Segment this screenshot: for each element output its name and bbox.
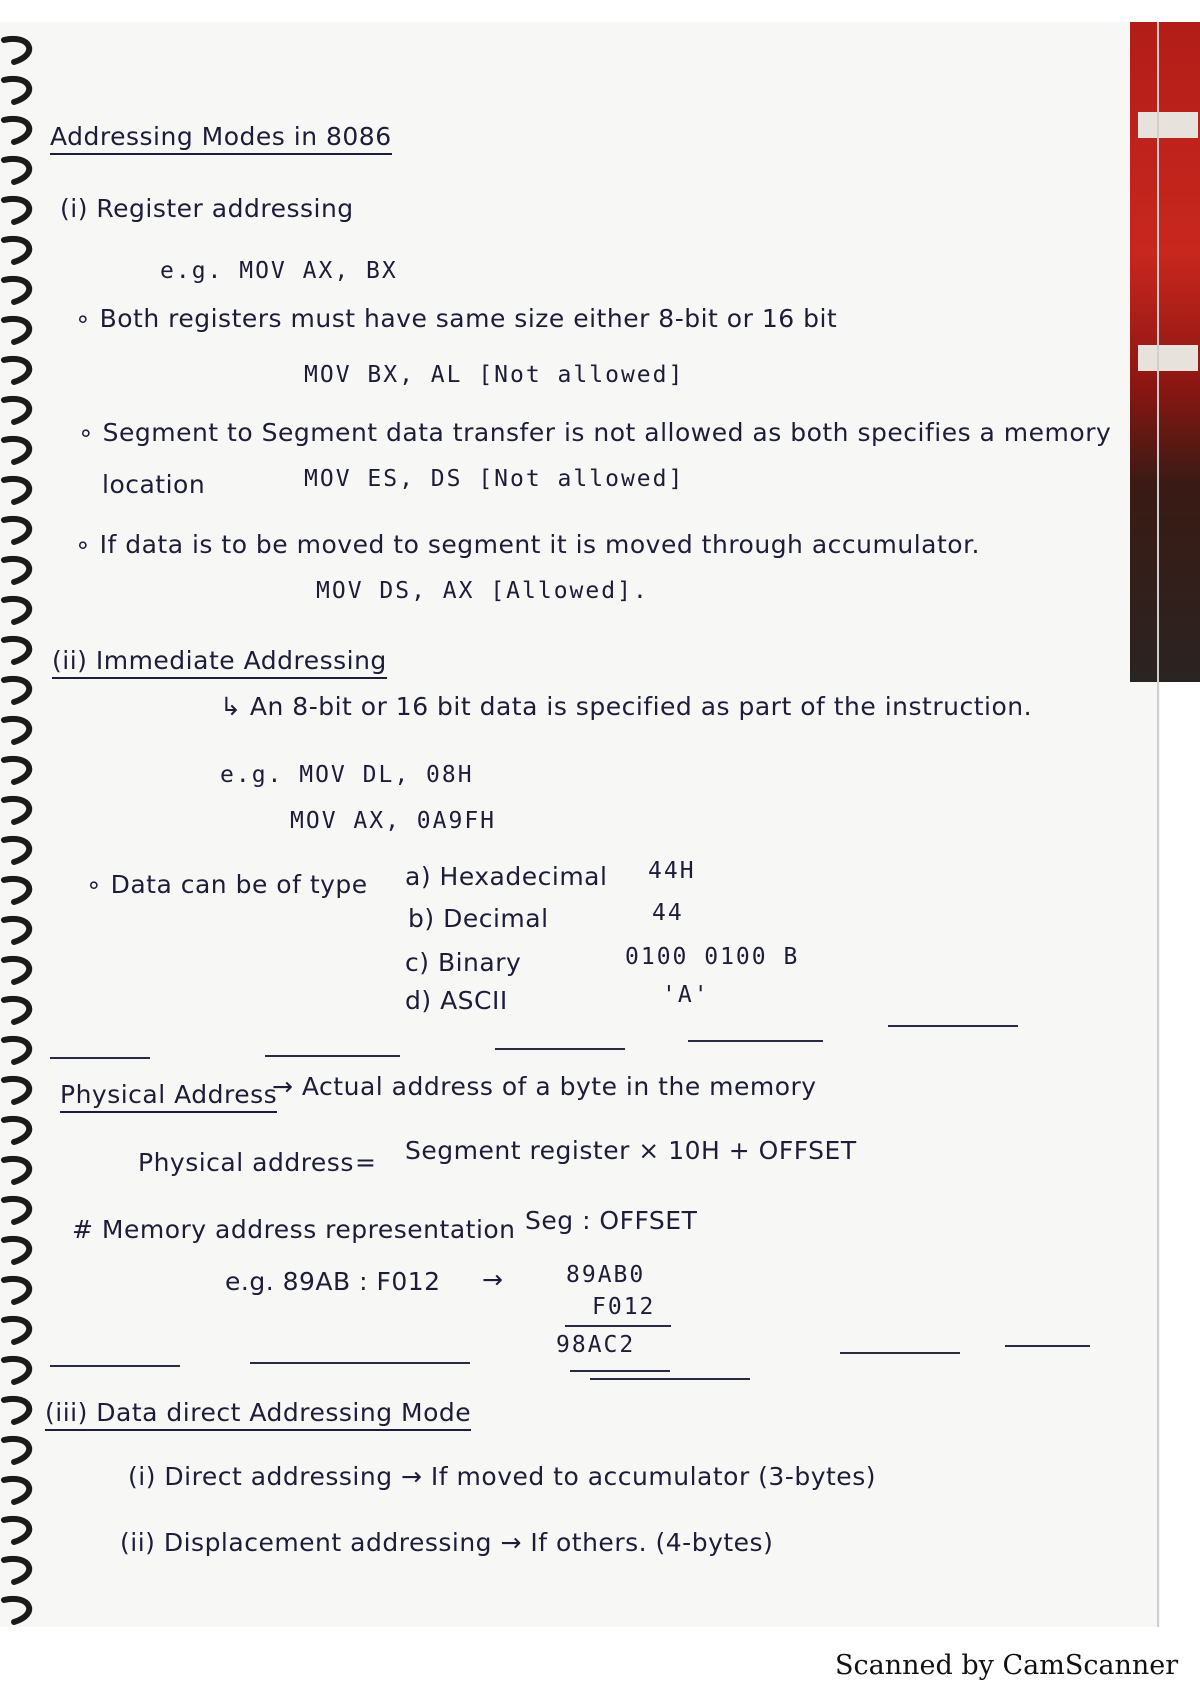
section-divider	[50, 1057, 150, 1059]
section-heading-text: (ii) Immediate Addressing	[52, 646, 387, 679]
physical-address-term-text: Physical Address	[60, 1080, 277, 1113]
calc-physical-result: 98AC2	[556, 1332, 636, 1358]
address-example: e.g. 89AB : F012	[225, 1267, 441, 1296]
data-type-value: 44H	[648, 858, 696, 884]
data-type-name: c) Binary	[405, 948, 522, 977]
spiral-coil	[4, 439, 29, 462]
calc-shifted-segment: 89AB0	[566, 1262, 646, 1288]
spiral-coil	[4, 1399, 29, 1422]
spiral-coil	[4, 719, 29, 742]
displacement-addressing-item: (ii) Displacement addressing → If others. (4-bytes)	[120, 1528, 774, 1557]
direct-addressing-item: (i) Direct addressing → If moved to accumulator (3-bytes)	[128, 1462, 876, 1491]
spiral-coil	[4, 759, 29, 782]
bullet-segment-transfer-cont: location	[102, 470, 206, 499]
page-margin-line	[1157, 22, 1159, 1627]
physical-address-term	[60, 1080, 277, 1109]
spiral-coil	[4, 479, 29, 502]
spiral-coil	[4, 839, 29, 862]
spiral-coil	[4, 159, 29, 182]
section-divider	[250, 1362, 470, 1364]
spiral-coil	[4, 279, 29, 302]
immediate-example-1: e.g. MOV DL, 08H	[220, 762, 474, 788]
memory-representation-label: # Memory address representation	[72, 1215, 516, 1244]
bullet-segment-transfer: ∘ Segment to Segment data transfer is not allowed as both specifies a memory	[78, 418, 1112, 447]
section-immediate-addressing-heading	[52, 646, 387, 675]
spiral-coil	[4, 919, 29, 942]
code-allowed: MOV DS, AX [Allowed].	[316, 578, 649, 604]
data-types-label: ∘ Data can be of type	[86, 870, 368, 899]
spiral-coil	[4, 1039, 29, 1062]
data-type-value: 0100 0100 B	[625, 944, 800, 970]
section-register-addressing-heading	[60, 194, 354, 223]
spiral-coil	[4, 1599, 29, 1622]
memory-representation-format: Seg : OFFSET	[525, 1206, 698, 1235]
spiral-coil	[4, 799, 29, 822]
spiral-coil	[4, 999, 29, 1022]
page-title	[50, 122, 392, 151]
immediate-description: ↳ An 8-bit or 16 bit data is specified as part of the instruction.	[220, 692, 1033, 721]
section-divider	[50, 1365, 180, 1367]
scanner-watermark: Scanned by CamScanner	[835, 1650, 1179, 1681]
spiral-coil	[4, 959, 29, 982]
spiral-coil	[4, 1519, 29, 1542]
spiral-binding	[0, 30, 50, 1630]
spiral-coil	[4, 39, 29, 62]
fabric-pattern-band	[1138, 345, 1198, 371]
spiral-coil	[4, 239, 29, 262]
section-divider	[1005, 1345, 1090, 1347]
physical-address-definition: → Actual address of a byte in the memory	[272, 1072, 817, 1101]
bullet-same-size: ∘ Both registers must have same size either 8-bit or 16 bit	[75, 304, 838, 333]
example-arrow: →	[482, 1265, 504, 1294]
spiral-coil	[4, 679, 29, 702]
spiral-coil	[4, 1359, 29, 1382]
spiral-coil	[4, 639, 29, 662]
spiral-coil	[4, 1319, 29, 1342]
fabric-pattern-band	[1138, 112, 1198, 138]
immediate-example-2: MOV AX, 0A9FH	[290, 808, 497, 834]
spiral-coil	[4, 519, 29, 542]
section-divider	[265, 1055, 400, 1057]
section-divider	[590, 1378, 750, 1380]
spiral-coil	[4, 559, 29, 582]
spiral-coil	[4, 879, 29, 902]
section-divider	[688, 1040, 823, 1042]
section-heading-text: (i) Register addressing	[60, 194, 354, 223]
data-type-value: 44	[652, 900, 684, 926]
spiral-coil	[4, 1079, 29, 1102]
section-divider	[495, 1048, 625, 1050]
calc-sum-line	[565, 1325, 671, 1327]
page-title-text: Addressing Modes in 8086	[50, 122, 392, 155]
spiral-coil	[4, 1239, 29, 1262]
spiral-coil	[4, 1199, 29, 1222]
spiral-coil	[4, 1159, 29, 1182]
bullet-accumulator: ∘ If data is to be moved to segment it is moved through accumulator.	[75, 530, 980, 559]
spiral-coil	[4, 1279, 29, 1302]
calc-result-underline	[570, 1370, 670, 1372]
data-type-name: a) Hexadecimal	[405, 862, 608, 891]
spiral-coil	[4, 359, 29, 382]
data-type-value: 'A'	[662, 982, 710, 1008]
section-divider	[840, 1352, 960, 1354]
code-not-allowed-size: MOV BX, AL [Not allowed]	[304, 362, 685, 388]
section-data-direct-heading	[45, 1398, 471, 1427]
spiral-coil	[4, 199, 29, 222]
data-type-name: b) Decimal	[408, 904, 549, 933]
spiral-coil	[4, 1439, 29, 1462]
register-example: e.g. MOV AX, BX	[160, 258, 398, 284]
formula-right: Segment register × 10H + OFFSET	[405, 1136, 857, 1165]
spiral-coil	[4, 79, 29, 102]
data-type-name: d) ASCII	[405, 986, 508, 1015]
code-not-allowed-segment: MOV ES, DS [Not allowed]	[304, 466, 685, 492]
spiral-coil	[4, 319, 29, 342]
calc-offset: F012	[592, 1294, 656, 1320]
spiral-coil	[4, 119, 29, 142]
spiral-coil	[4, 1479, 29, 1502]
spiral-coil	[4, 1119, 29, 1142]
spiral-coil	[4, 399, 29, 422]
formula-left: Physical address	[138, 1148, 354, 1177]
section-heading-text: (iii) Data direct Addressing Mode	[45, 1398, 471, 1431]
spiral-coil	[4, 1559, 29, 1582]
spiral-coil	[4, 599, 29, 622]
section-divider	[888, 1025, 1018, 1027]
formula-equals: =	[355, 1148, 377, 1177]
